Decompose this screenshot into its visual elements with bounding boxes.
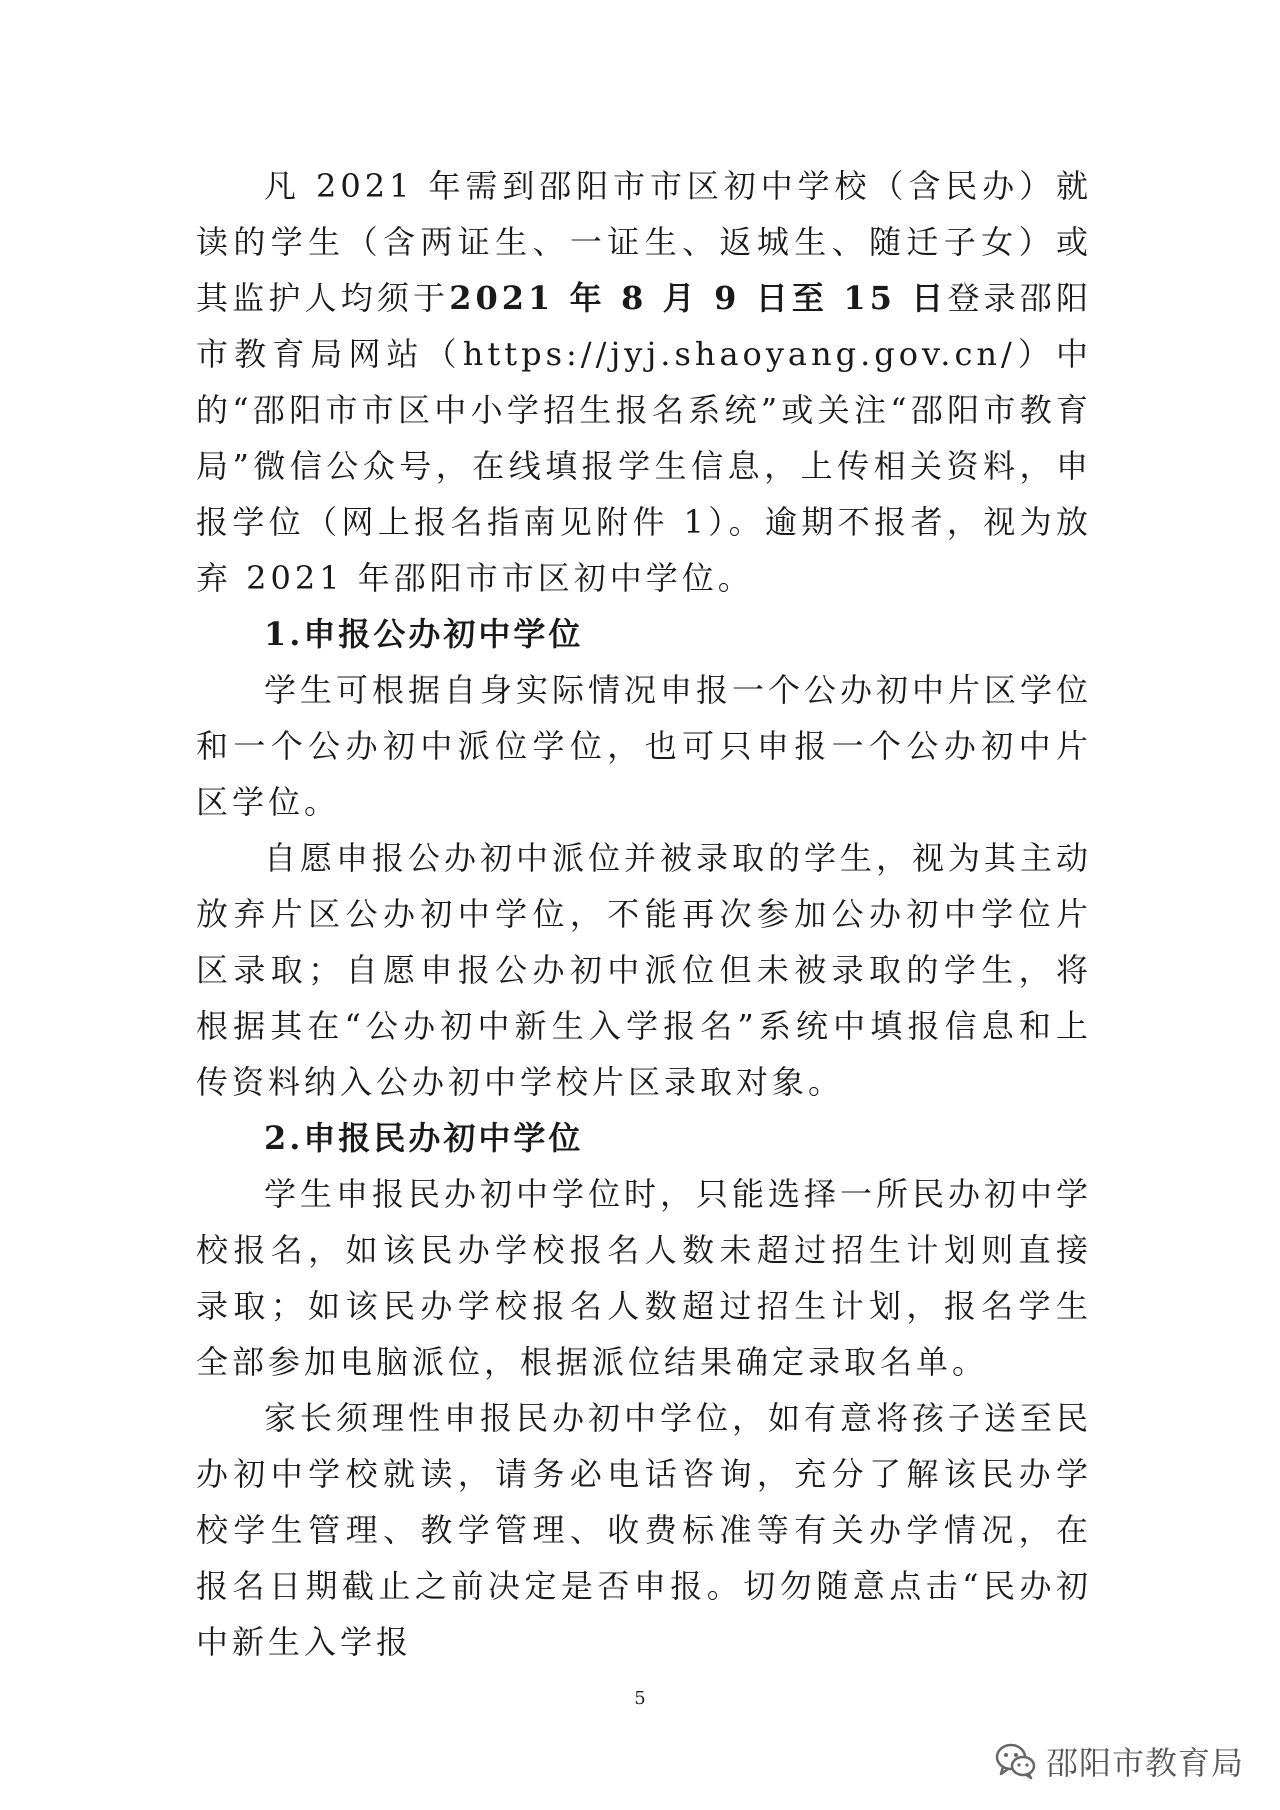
section-heading-private-school: 2.申报民办初中学位 [264, 1119, 584, 1157]
document-body [196, 158, 1092, 1670]
paragraph-public-allocation: 自愿申报公办初中派位并被录取的学生，视为其主动放弃片区公办初中学位，不能再次参加公办初中学位片区录取；自愿申报公办初中派位但未被录取的学生，将根据其在“公办初中新生入学报名”系统中填报信息和上传资料纳入公办初中学校片区录取对象。 [196, 839, 1093, 1101]
paragraph-private-registration: 学生申报民办初中学位时，只能选择一所民办初中学校报名，如该民办学校报名人数未超过招生计划则直接录取；如该民办学校报名人数超过招生计划，报名学生全部参加电脑派位，根据派位结果确定录取名单。 [196, 1175, 1093, 1381]
paragraph-registration-text-b: 登录邵阳市教育局网站（https://jyj.shaoyang.gov.cn/）中的“邵阳市市区中小学招生报名系统”或关注“邵阳市教育局”微信公众号，在线填报学生信息，上传相关资料，申报学位（网上报名指南见附件 1）。逾期不报者，视为放弃 2021 年邵阳市市区初中学位。 [196, 279, 1092, 597]
watermark-text: 邵阳市教育局 [1045, 1744, 1244, 1782]
wechat-icon [994, 1741, 1038, 1781]
paragraph-registration-text-a: 凡 2021 年需到邵阳市市区初中学校（含民办）就读的学生（含两证生、一证生、返城生、随迁子女）或其监护人均须于 [196, 167, 1092, 317]
registration-date-range: 2021 年 8 月 9 日至 15 日 [449, 279, 948, 317]
paragraph-registration [196, 158, 1092, 606]
section-heading-public-school: 1.申报公办初中学位 [264, 615, 584, 653]
page-number: 5 [634, 1688, 646, 1709]
paragraph-public-options: 学生可根据自身实际情况申报一个公办初中片区学位和一个公办初中派位学位，也可只申报一个公办初中片区学位。 [196, 671, 1093, 821]
paragraph-private-advice: 家长须理性申报民办初中学位，如有意将孩子送至民办初中学校就读，请务必电话咨询，充分了解该民办学校学生管理、教学管理、收费标准等有关办学情况，在报名日期截止之前决定是否申报。切勿随意点击“民办初中新生入学报 [196, 1399, 1093, 1661]
watermark [994, 1738, 1244, 1784]
